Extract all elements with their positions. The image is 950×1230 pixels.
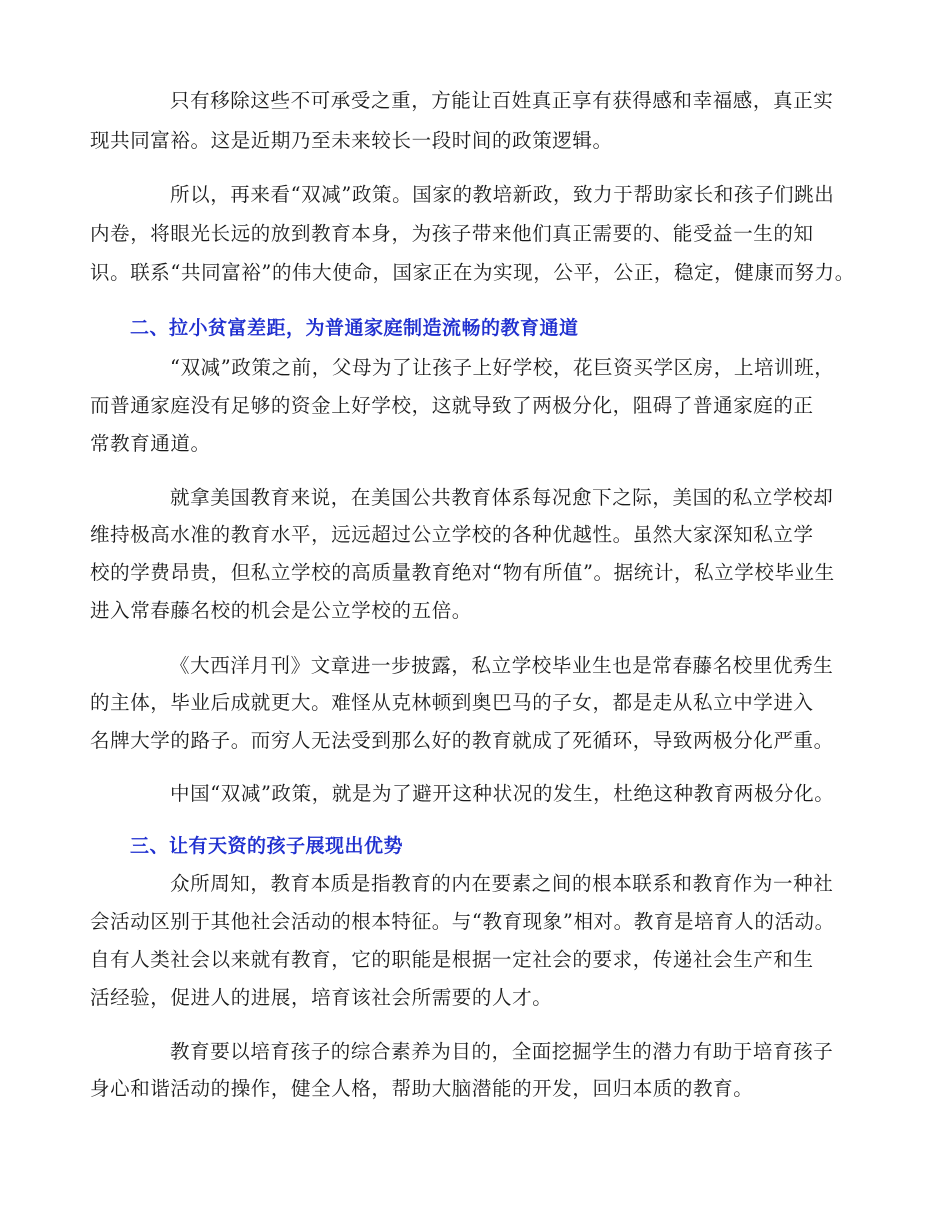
paragraph-1-line-2: 现共同富裕。这是近期乃至未来较长一段时间的政策逻辑。 — [90, 129, 613, 152]
paragraph-2-line-1: 所以，再来看“双减”政策。国家的教培新政，致力于帮助家长和孩子们跳出 — [170, 183, 835, 206]
paragraph-7-line-2: 会活动区别于其他社会活动的根本特征。与“教育现象”相对。教育是培育人的活动。 — [90, 910, 835, 933]
paragraph-7-line-1: 众所周知，教育本质是指教育的内在要素之间的根本联系和教育作为一种社 — [170, 872, 834, 895]
paragraph-3-line-3: 常教育通道。 — [90, 432, 211, 455]
paragraph-5-line-2: 的主体，毕业后成就更大。难怪从克林顿到奥巴马的子女，都是走从私立中学进入 — [90, 691, 814, 714]
paragraph-4-line-1: 就拿美国教育来说，在美国公共教育体系每况愈下之际，美国的私立学校却 — [170, 486, 834, 509]
section-heading-2: 二、拉小贫富差距，为普通家庭制造流畅的教育通道 — [130, 317, 579, 339]
paragraph-7-line-4: 活经验，促进人的进展，培育该社会所需要的人才。 — [90, 986, 553, 1009]
section-heading-3: 三、让有天资的孩子展现出优势 — [130, 835, 404, 857]
paragraph-7-line-3: 自有人类社会以来就有教育，它的职能是根据一定社会的要求，传递社会生产和生 — [90, 948, 814, 971]
paragraph-8-line-1: 教育要以培育孩子的综合素养为目的，全面挖掘学生的潜力有助于培育孩子 — [170, 1040, 834, 1063]
paragraph-1-line-1: 只有移除这些不可承受之重，方能让百姓真正享有获得感和幸福感，真正实 — [170, 89, 834, 112]
paragraph-8-line-2: 身心和谐活动的操作，健全人格，帮助大脑潜能的开发，回归本质的教育。 — [90, 1077, 754, 1100]
paragraph-4-line-4: 进入常春藤名校的机会是公立学校的五倍。 — [90, 599, 472, 622]
paragraph-2-line-3: 识。联系“共同富裕”的伟大使命，国家正在为实现，公平，公正，稳定，健康而努力。 — [90, 261, 855, 284]
paragraph-5-line-3: 名牌大学的路子。而穷人无法受到那么好的教育就成了死循环，导致两极分化严重。 — [90, 729, 834, 752]
paragraph-4-line-3: 校的学费昂贵，但私立学校的高质量教育绝对“物有所值”。据统计，私立学校毕业生 — [90, 561, 835, 584]
paragraph-6-line-1: 中国“双减”政策，就是为了避开这种状况的发生，杜绝这种教育两极分化。 — [170, 782, 835, 805]
paragraph-3-line-1: “双减”政策之前，父母为了让孩子上好学校，花巨资买学区房，上培训班， — [170, 356, 835, 379]
paragraph-3-line-2: 而普通家庭没有足够的资金上好学校，这就导致了两极分化，阻碍了普通家庭的正 — [90, 394, 814, 417]
paragraph-2-line-2: 内卷，将眼光长远的放到教育本身，为孩子带来他们真正需要的、能受益一生的知 — [90, 222, 814, 245]
paragraph-5-line-1: 《大西洋月刊》文章进一步披露，私立学校毕业生也是常春藤名校里优秀生 — [170, 654, 834, 677]
paragraph-4-line-2: 维持极高水准的教育水平，远远超过公立学校的各种优越性。虽然大家深知私立学 — [90, 523, 814, 546]
